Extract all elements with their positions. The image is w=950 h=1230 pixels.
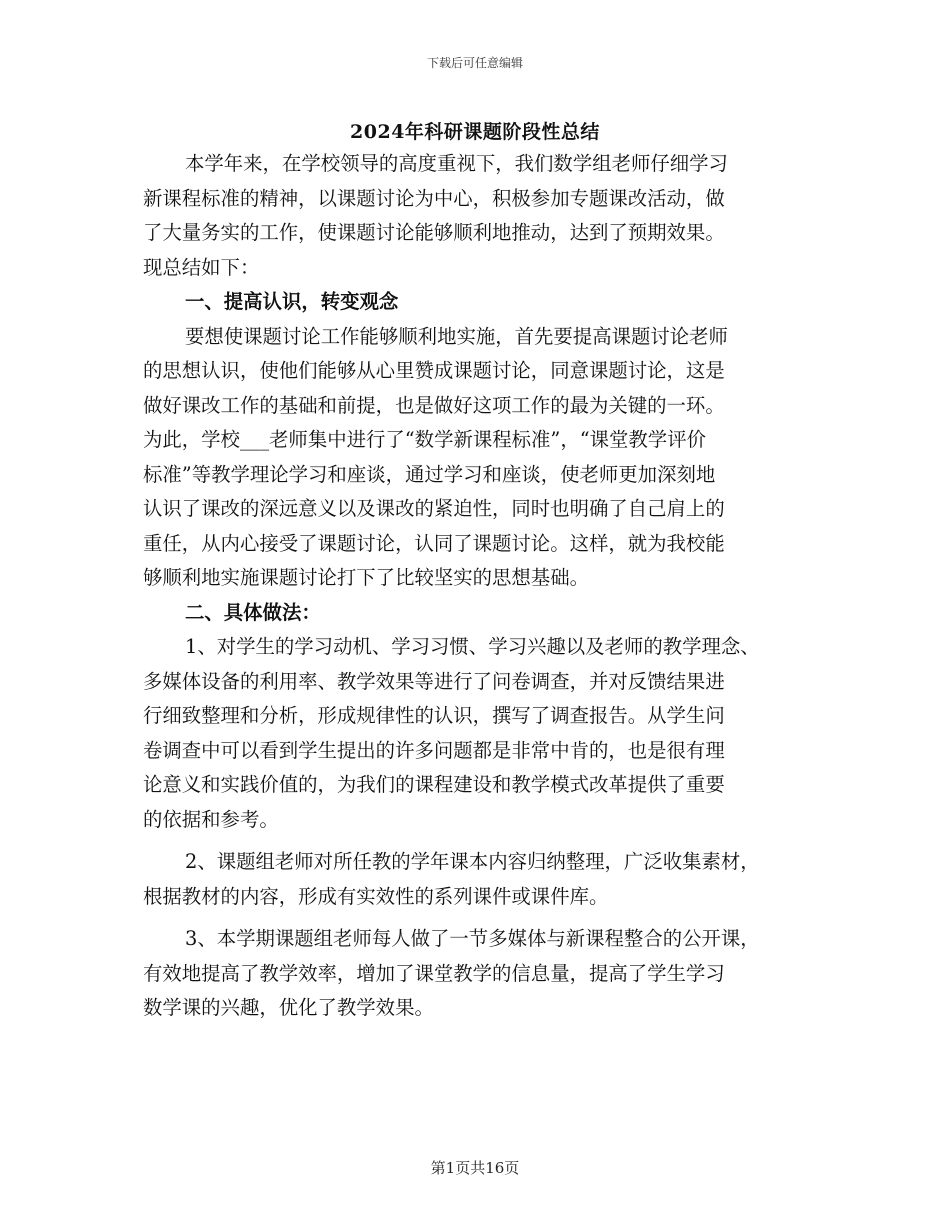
text-line: 1、对学生的学习动机、学习习惯、学习兴趣以及老师的教学理念、 <box>185 635 760 658</box>
text-line: 够顺利地实施课题讨论打下了比较坚实的思想基础。 <box>143 566 589 589</box>
text-line: 现总结如下： <box>143 255 260 279</box>
text-line: 3、本学期课题组老师每人做了一节多媒体与新课程整合的公开课， <box>185 927 760 950</box>
text-line: 为此，学校___老师集中进行了“数学新课程标准”，“课堂教学评价 <box>143 428 706 451</box>
text-line: 根据教材的内容，形成有实效性的系列课件或课件库。 <box>143 884 609 908</box>
text-line: 标准”等教学理论学习和座谈，通过学习和座谈，使老师更加深刻地 <box>143 462 716 486</box>
document-body <box>143 147 833 1026</box>
text-line: 做好课改工作的基础和前提，也是做好这项工作的最为关键的一环。 <box>143 393 725 417</box>
text-line: 认识了课改的深远意义以及课改的紧迫性，同时也明确了自己肩上的 <box>143 497 725 520</box>
text-line: 的思想认识，使他们能够从心里赞成课题讨论，同意课题讨论，这是 <box>143 359 725 382</box>
text-line: 新课程标准的精神，以课题讨论为中心，积极参加专题课改活动，做 <box>143 186 725 210</box>
text-line: 数学课的兴趣，优化了教学效果。 <box>143 996 434 1019</box>
text-line: 卷调查中可以看到学生提出的许多问题都是非常中肯的，也是很有理 <box>143 738 725 762</box>
document-title: 2024年科研课题阶段性总结 <box>350 121 600 143</box>
text-line: 的依据和参考。 <box>143 807 279 831</box>
text-line: 论意义和实践价值的，为我们的课程建设和教学模式改革提供了重要 <box>143 773 725 796</box>
text-line: 重任，从内心接受了课题讨论，认同了课题讨论。这样，就为我校能 <box>143 531 725 555</box>
page-number: 第1页共16页 <box>430 1159 520 1177</box>
text-line: 本学年来，在学校领导的高度重视下，我们数学组老师仔细学习 <box>185 152 728 175</box>
text-line: 要想使课题讨论工作能够顺利地实施，首先要提高课题讨论老师 <box>185 324 728 348</box>
section-heading-2: 二、具体做法： <box>185 600 321 624</box>
header-note: 下载后可任意编辑 <box>426 56 523 70</box>
text-line: 了大量务实的工作，使课题讨论能够顺利地推动，达到了预期效果。 <box>143 221 725 244</box>
text-line: 有效地提高了教学效率，增加了课堂教学的信息量，提高了学生学习 <box>143 961 725 985</box>
text-line: 多媒体设备的利用率、教学效果等进行了问卷调查，并对反馈结果进 <box>143 669 725 693</box>
text-line: 行细致整理和分析，形成规律性的认识，撰写了调查报告。从学生问 <box>143 704 725 727</box>
text-line: 2、课题组老师对所任教的学年课本内容归纳整理，广泛收集素材， <box>185 850 760 873</box>
section-heading-1: 一、提高认识，转变观念 <box>185 290 399 313</box>
